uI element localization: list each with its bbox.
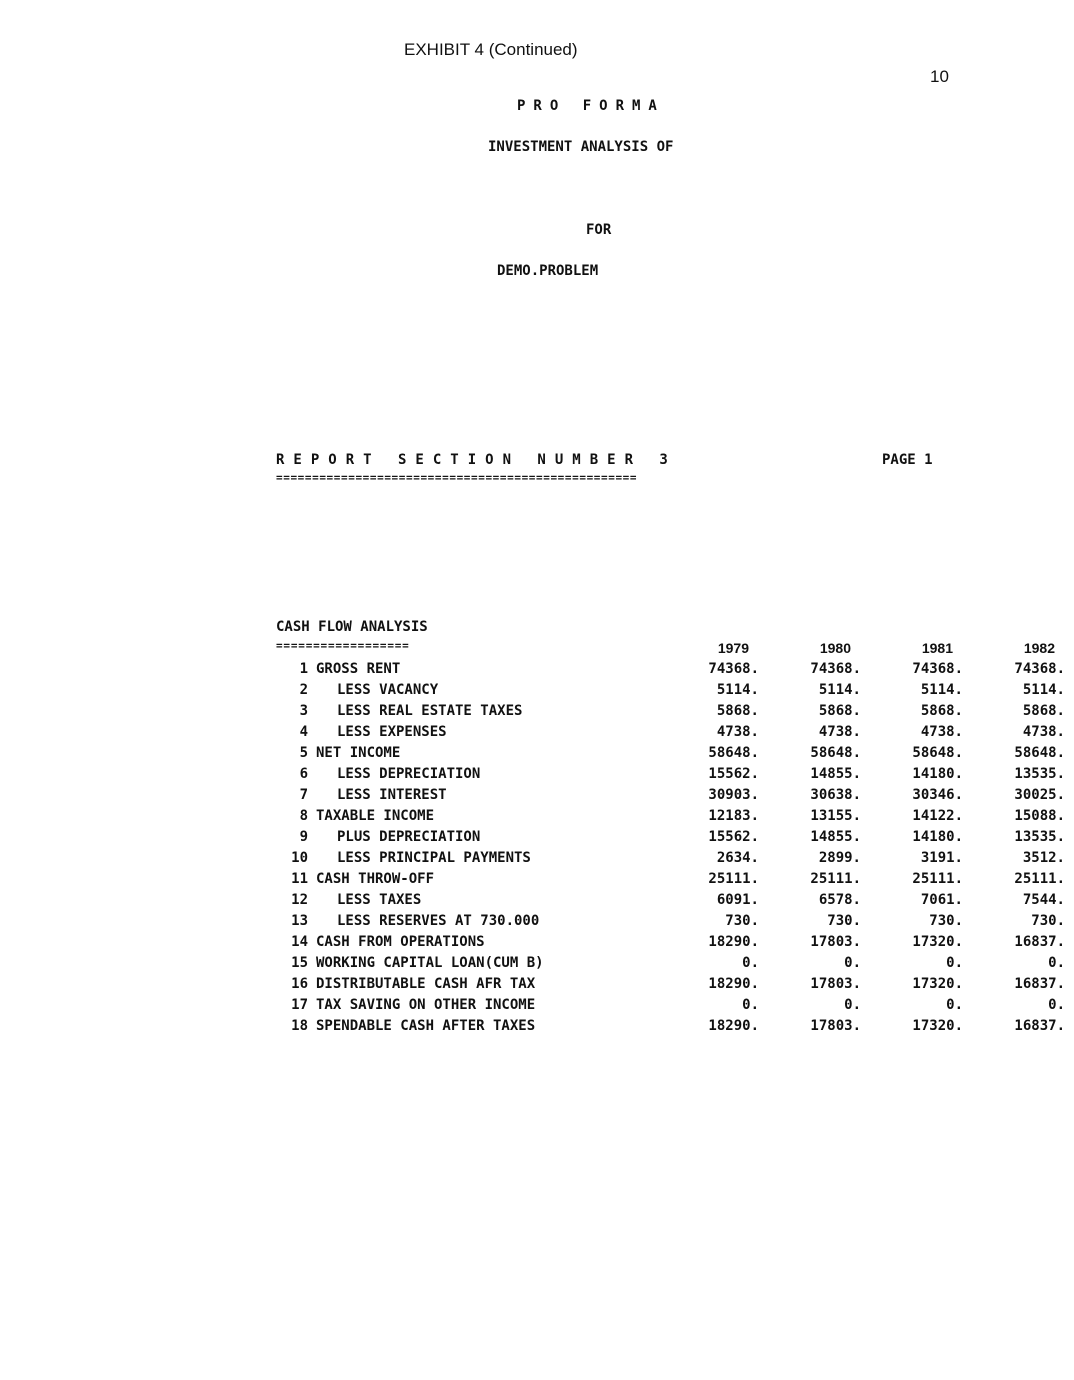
row-value: 14180. [912, 829, 963, 845]
row-label: TAXABLE INCOME [316, 808, 435, 824]
row-value: 13535. [1014, 766, 1065, 782]
row-number: 1 [299, 661, 308, 677]
table-row [268, 659, 1065, 680]
year-header-row [268, 638, 1065, 659]
row-value: 14122. [912, 808, 963, 824]
row-value: 0. [844, 997, 861, 1013]
row-value: 25111. [708, 871, 759, 887]
row-number: 11 [291, 871, 308, 887]
table-row [268, 680, 1065, 701]
row-value: 0. [946, 955, 963, 971]
row-label: CASH FROM OPERATIONS [316, 934, 485, 950]
row-value: 3191. [920, 850, 963, 866]
row-value: 30025. [1014, 787, 1065, 803]
row-label: DISTRIBUTABLE CASH AFR TAX [316, 976, 536, 992]
row-label: LESS DEPRECIATION [337, 766, 481, 782]
row-value: 14855. [810, 766, 861, 782]
row-value: 0. [1048, 955, 1065, 971]
table-row [268, 806, 1065, 827]
row-value: 58648. [708, 745, 759, 761]
row-label: WORKING CAPITAL LOAN(CUM B) [316, 955, 544, 971]
row-value: 25111. [1014, 871, 1065, 887]
table-row [268, 827, 1065, 848]
row-value: 58648. [810, 745, 861, 761]
for-label: FOR [586, 222, 612, 238]
report-page-label: PAGE 1 [882, 452, 933, 468]
row-label: TAX SAVING ON OTHER INCOME [316, 997, 536, 1013]
table-row [268, 953, 1065, 974]
row-number: 2 [299, 682, 308, 698]
row-value: 30346. [912, 787, 963, 803]
row-value: 6578. [818, 892, 861, 908]
row-value: 5114. [1022, 682, 1065, 698]
row-value: 4738. [716, 724, 759, 740]
row-number: 13 [291, 913, 308, 929]
row-value: 30638. [810, 787, 861, 803]
row-value: 14180. [912, 766, 963, 782]
row-value: 7061. [920, 892, 963, 908]
row-label: SPENDABLE CASH AFTER TAXES [316, 1018, 536, 1034]
table-row [268, 701, 1065, 722]
row-value: 730. [929, 913, 963, 929]
row-value: 3512. [1022, 850, 1065, 866]
row-label: CASH THROW-OFF [316, 871, 435, 887]
row-value: 25111. [810, 871, 861, 887]
row-value: 17320. [912, 934, 963, 950]
report-section-label: REPORT SECTION NUMBER 3 [276, 452, 677, 468]
table-row [268, 911, 1065, 932]
row-value: 16837. [1014, 1018, 1065, 1034]
row-number: 9 [299, 829, 308, 845]
row-value: 0. [946, 997, 963, 1013]
row-value: 30903. [708, 787, 759, 803]
row-value: 5114. [716, 682, 759, 698]
document-subtitle: INVESTMENT ANALYSIS OF [488, 139, 674, 155]
row-value: 5114. [920, 682, 963, 698]
row-label: LESS INTEREST [337, 787, 447, 803]
table-row [268, 848, 1065, 869]
row-value: 0. [1048, 997, 1065, 1013]
row-number: 8 [299, 808, 308, 824]
row-label: LESS RESERVES AT 730.000 [337, 913, 540, 929]
row-value: 18290. [708, 1018, 759, 1034]
row-value: 0. [742, 997, 759, 1013]
row-number: 14 [291, 934, 308, 950]
row-value: 18290. [708, 976, 759, 992]
page-number: 10 [930, 67, 949, 86]
year-header: 1981 [921, 640, 953, 656]
row-number: 16 [291, 976, 308, 992]
row-label: LESS VACANCY [337, 682, 439, 698]
table-row [268, 890, 1065, 911]
row-value: 12183. [708, 808, 759, 824]
table-row [268, 995, 1065, 1016]
row-value: 730. [1031, 913, 1065, 929]
row-value: 16837. [1014, 934, 1065, 950]
row-value: 4738. [920, 724, 963, 740]
row-value: 15562. [708, 766, 759, 782]
row-label: PLUS DEPRECIATION [337, 829, 481, 845]
row-label: LESS TAXES [337, 892, 422, 908]
row-value: 7544. [1022, 892, 1065, 908]
row-number: 15 [291, 955, 308, 971]
row-label: NET INCOME [316, 745, 401, 761]
row-value: 6091. [716, 892, 759, 908]
row-number: 7 [299, 787, 308, 803]
year-header: 1980 [819, 640, 851, 656]
cash-flow-table [268, 638, 1065, 1037]
table-row [268, 974, 1065, 995]
row-value: 5868. [1022, 703, 1065, 719]
row-value: 17803. [810, 1018, 861, 1034]
row-value: 17320. [912, 1018, 963, 1034]
row-value: 0. [742, 955, 759, 971]
row-label: LESS EXPENSES [337, 724, 447, 740]
row-number: 3 [299, 703, 308, 719]
table-row [268, 764, 1065, 785]
row-label: LESS REAL ESTATE TAXES [337, 703, 523, 719]
row-number: 6 [299, 766, 308, 782]
row-value: 18290. [708, 934, 759, 950]
row-value: 2899. [818, 850, 861, 866]
row-value: 0. [844, 955, 861, 971]
row-value: 730. [725, 913, 759, 929]
year-header: 1982 [1023, 640, 1055, 656]
row-value: 14855. [810, 829, 861, 845]
cash-flow-title: CASH FLOW ANALYSIS [276, 619, 428, 635]
row-value: 5868. [818, 703, 861, 719]
row-number: 4 [299, 724, 308, 740]
section-rule: ================================================== [276, 471, 638, 484]
table-row [268, 869, 1065, 890]
row-value: 74368. [912, 661, 963, 677]
row-value: 5868. [716, 703, 759, 719]
exhibit-heading: EXHIBIT 4 (Continued) [404, 40, 578, 59]
row-value: 5114. [818, 682, 861, 698]
row-value: 4738. [818, 724, 861, 740]
row-value: 74368. [1014, 661, 1065, 677]
row-number: 5 [299, 745, 308, 761]
problem-name: DEMO.PROBLEM [497, 263, 599, 279]
row-value: 17320. [912, 976, 963, 992]
row-value: 58648. [1014, 745, 1065, 761]
row-value: 15562. [708, 829, 759, 845]
table-row [268, 785, 1065, 806]
row-value: 730. [827, 913, 861, 929]
row-value: 4738. [1022, 724, 1065, 740]
row-number: 17 [291, 997, 308, 1013]
row-value: 13535. [1014, 829, 1065, 845]
row-value: 15088. [1014, 808, 1065, 824]
row-number: 10 [291, 850, 308, 866]
row-label: LESS PRINCIPAL PAYMENTS [337, 850, 531, 866]
table-row [268, 932, 1065, 953]
row-value: 2634. [716, 850, 759, 866]
row-value: 16837. [1014, 976, 1065, 992]
row-value: 25111. [912, 871, 963, 887]
row-value: 13155. [810, 808, 861, 824]
row-value: 17803. [810, 976, 861, 992]
table-row [268, 722, 1065, 743]
row-value: 58648. [912, 745, 963, 761]
row-value: 74368. [810, 661, 861, 677]
document-title: PRO FORMA [517, 98, 665, 114]
table-row [268, 1016, 1065, 1037]
row-label: GROSS RENT [316, 661, 401, 677]
table-row [268, 743, 1065, 764]
row-value: 5868. [920, 703, 963, 719]
year-header: 1979 [717, 640, 749, 656]
row-value: 74368. [708, 661, 759, 677]
row-value: 17803. [810, 934, 861, 950]
cash-flow-rule: ================== [276, 639, 410, 652]
row-number: 18 [291, 1018, 308, 1034]
row-number: 12 [291, 892, 308, 908]
